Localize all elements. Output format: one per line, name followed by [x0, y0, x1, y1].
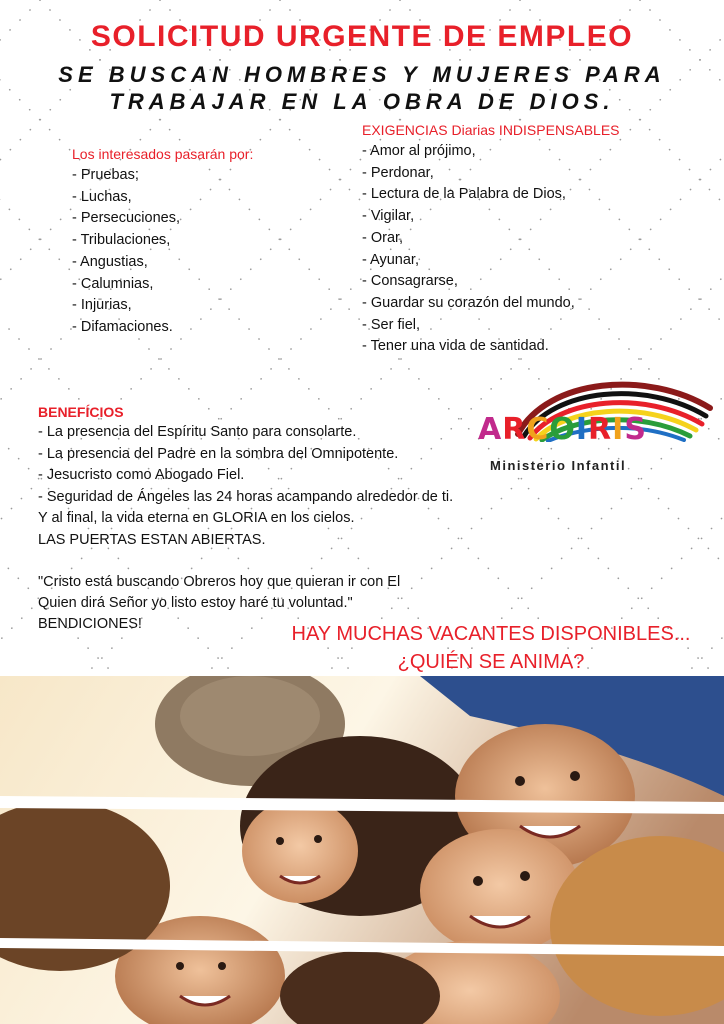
requirement-item: - Tener una vida de santidad.: [362, 338, 549, 355]
logo-letter: I: [575, 412, 589, 447]
benefits-section: [38, 404, 518, 552]
trial-item: - Tribulaciones,: [72, 232, 171, 249]
subtitle-line-1: SE BUSCAN HOMBRES Y MUJERES PARA: [58, 62, 666, 87]
requirement-item: - Ser fiel,: [362, 316, 421, 333]
trial-item: - Difamaciones.: [72, 318, 173, 335]
benefit-item: - La presencia del Espíritu Santo para consolarte.: [38, 424, 357, 440]
quote-line: "Cristo está buscando Obreros hoy que quieran ir con El: [38, 574, 401, 590]
benefit-item: - Seguridad de Ángeles las 24 horas acampando alrededor de ti.: [38, 488, 454, 505]
requirement-item: - Perdonar,: [362, 164, 434, 181]
subtitle-line-2: TRABAJAR EN LA OBRA DE DIOS.: [109, 89, 615, 114]
requirement-item: - Vigilar,: [362, 208, 415, 225]
logo-letter: I: [612, 412, 625, 447]
benefit-item: LAS PUERTAS ESTAN ABIERTAS.: [38, 531, 266, 548]
logo-letter: R: [588, 412, 613, 447]
trial-item: - Calumnias,: [72, 275, 154, 292]
requirement-item: - Consagrarse,: [362, 273, 458, 290]
trial-item: - Persecuciones,: [72, 210, 180, 227]
logo-letter: O: [549, 412, 576, 447]
requirement-item: - Orar,: [362, 229, 404, 246]
logo-letter: C: [526, 412, 550, 447]
trial-item: - Luchas,: [72, 188, 132, 205]
requirement-item: - Amor al prójimo,: [362, 143, 476, 159]
group-photo-illustration: [0, 676, 724, 1024]
benefit-item: Y al final, la vida eterna en GLORIA en los cielos.: [38, 510, 355, 527]
requirement-item: - Guardar su corazón del mundo,: [362, 294, 575, 311]
benefits-heading: BENEFÍCIOS: [38, 404, 124, 420]
trials-column: [72, 146, 342, 339]
logo-letter: R: [502, 412, 527, 447]
trials-heading: Los interesados pasarán por:: [72, 146, 254, 162]
trial-item: - Angustias,: [72, 253, 148, 270]
benefit-item: - La presencia del Padre en la sombra del Omnipotente.: [38, 445, 399, 462]
group-photo: [0, 676, 724, 1024]
requirements-heading: EXIGENCIAS Diarias INDISPENSABLES: [362, 122, 620, 138]
trial-item: - Pruebas;: [72, 167, 139, 183]
logo-letter: A: [478, 412, 503, 447]
logo-subtitle: Ministerio Infantil: [490, 458, 627, 473]
requirement-item: - Ayunar,: [362, 251, 419, 268]
vacancies-callout: [256, 620, 724, 676]
trial-item: - Injurias,: [72, 297, 132, 314]
quote-line: Quien dirá Señor yo listo estoy haré tu voluntad.": [38, 595, 353, 611]
requirement-item: - Lectura de la Palabra de Dios,: [362, 186, 566, 203]
who-joins-line: ¿QUIÉN SE ANIMA?: [397, 651, 585, 673]
page-title: SOLICITUD URGENTE DE EMPLEO: [90, 20, 634, 53]
requirements-column: [362, 122, 702, 358]
benefit-item: - Jesucristo como Abogado Fiel.: [38, 467, 245, 484]
vacancies-line: HAY MUCHAS VACANTES DISPONIBLES...: [291, 623, 691, 645]
logo-letter: S: [624, 412, 647, 447]
blessings-text: BENDICIONES!: [38, 616, 142, 632]
